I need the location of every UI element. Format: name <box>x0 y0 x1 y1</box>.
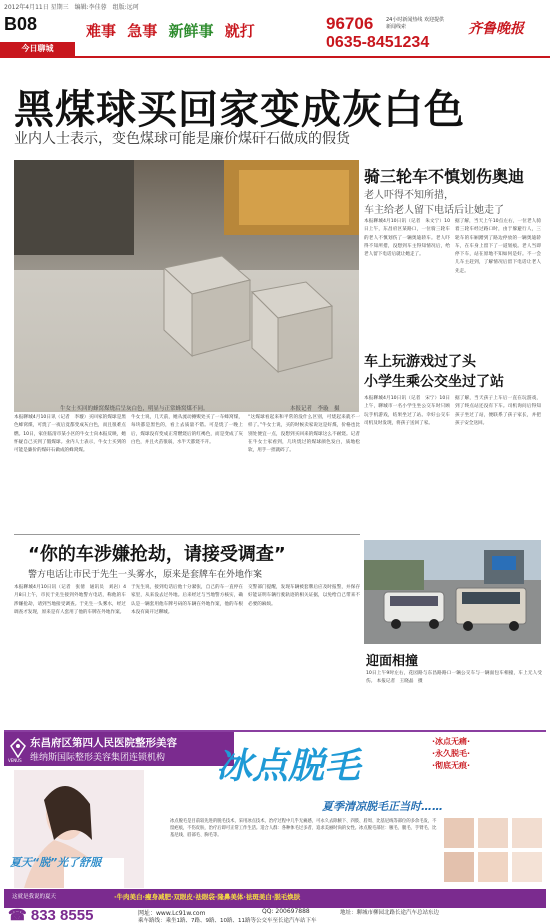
ad-phone: ☎ 833 8555 <box>8 907 94 924</box>
hotline-number-short: 96706 <box>326 14 374 33</box>
ad-feature: ·冰点无痛· <box>432 737 471 746</box>
article3-credit: 本报记者 王晓晶 摄 <box>376 679 423 685</box>
ad-banner: 夏天“脱”光了舒服 <box>10 856 102 869</box>
second-body-column: 交警部门提醒，发现车辆被套牌后应及时报警，并保存好能证明车辆行驶轨迹的相关证据，以免给自己带来不必要的麻烦。 <box>248 585 360 607</box>
ad-footer-label: 这就是我说的夏天 <box>12 894 57 900</box>
collision-photo <box>364 540 541 644</box>
ad-hospital-subtitle: 维纳斯国际整形美容集团连锁机构 <box>30 753 166 763</box>
hotline-number-long: 0635-8451234 <box>326 34 430 51</box>
article1-subtitle: 车主给老人留下电话后让她走了 <box>364 205 504 216</box>
coal-briquette-photo <box>14 160 359 412</box>
ad-service-list: ·牛肉美白·瘦身减肥·双眼皮·祛眼袋·隆鼻美体·祛斑美白·脱毛焕肤 <box>114 893 301 901</box>
article3-body <box>366 670 542 700</box>
article2-body-column: 据了解，当天孩子上车后一直在玩游戏，到了终点站还没有下车。司机询问后得知孩子坐过了站，便联系了孩子家长，并把孩子安全送回。 <box>455 396 541 426</box>
ad-website: 网址：www.Lc91w.com <box>138 910 206 917</box>
slogan-word: 急事 <box>127 22 158 40</box>
top-divider <box>0 56 550 58</box>
slogan-word: 难事 <box>86 22 117 40</box>
lead-body-column: 本报聊城4月10日讯（记者 李璇）买回家的煤球是黑色蜂窝煤，可烧了一夜后竟都变成灰白色，而且很难点燃。10日，家住临清市某小区的牛女士向本报反映，她怀疑自己买到了假煤球。业内人士表示，牛女士买到的可能是廉价的煤矸石做成的蜂窝煤。 <box>14 415 126 454</box>
section-label: 今日聊城 <box>0 42 75 56</box>
ad-feature: ·永久脱毛· <box>432 749 471 758</box>
ad-logo-text: VENUS <box>8 758 22 763</box>
lead-subhead: 业内人士表示，变色煤球可能是廉价煤矸石做成的假货 <box>14 131 350 147</box>
article1-body-column: 据了解，当天上午10点左右，一位老人骑着三轮车经过路口时，由于躲避行人，三轮车的车厢蹭到了路边停放的一辆奥迪轿车，在车身上留下了一道划痕。老人当即停下车，站在原地不知如何是好。不一会儿车主赶到，了解情况后留下电话让老人先走。 <box>455 219 541 274</box>
ad-feature: ·彻底无痕· <box>432 761 471 770</box>
second-headline: “你的车涉嫌抢劫，请接受调查” <box>28 544 286 565</box>
lead-body-column: “这煤球看起来和平常的没什么区别，可烧起来就不一样了。”牛女士说，买的时候卖家说这是好煤，价格也比别处便宜一点，没想到买回来的煤球这么不耐烧。记者在牛女士家看到，几块烧过的煤球颜色发白，质地松软，用手一捏就碎了。 <box>248 415 360 454</box>
lead-body-column: 牛女士说，几天前，她从流动摊贩处买了一车蜂窝煤，每块都是黑色的，看上去质量不错。可是烧了一晚上后，煤球没有变成正常燃烧后的红褐色，而是变成了灰白色，并且火苗很弱，水半天都烧不开。 <box>131 415 243 445</box>
venus-logo-icon <box>10 738 26 758</box>
hotline-note: 24小时新闻热线 欢迎提供新闻线索 <box>386 17 444 30</box>
ad-address: 地址：聊城市柳园北路长途汽车总站东边 <box>340 910 440 916</box>
second-body-column: 于先生说，接到电话后他十分紧张，自己的车一直停在家里，从来没去过外地。后来经过与当地警方核实，确认是一辆套用他车牌号码的车辆在外地作案，他的车根本没有离开过聊城。 <box>131 585 243 615</box>
paper-logo: 齐鲁晚报 <box>468 21 524 37</box>
contact-bar <box>0 908 550 924</box>
slogan-word: 新鲜事 <box>168 22 214 40</box>
ad-slogan: 夏季清凉脱毛正当时…… <box>322 800 443 813</box>
ad-qq: QQ: 200697888 <box>262 908 310 915</box>
article2-title: 小学生乘公交坐过了站 <box>364 374 504 390</box>
photo-credit: 本报记者 李璇 摄 <box>290 406 340 412</box>
ad-bus-route: 乘车路线：乘坐1路、7路、9路、10路、11路等公交车至长途汽车站下车 <box>138 918 317 924</box>
before-after-photos <box>444 818 542 882</box>
second-body-column: 本报聊城4月10日讯（记者 张倩 通讯员 刘岩）4月8日上午，市民于先生接到外地警方电话，称他的车涉嫌抢劫，请到当地接受调查。于先生一头雾水，经过调查才发现，原来是有人套用了他的车牌在外地作案。 <box>14 585 126 615</box>
ad-header <box>4 732 234 766</box>
article2-body-column: 本报聊城4月10日讯（记者 宋宁）10日上午，聊城市一名小学生坐公交车时只顾玩手机游戏，结果坐过了站。幸好公交车司机及时发现，将孩子送回了家。 <box>364 396 450 426</box>
second-subhead: 警方电话让市民于先生一头雾水，原来是套牌车在外地作案 <box>28 570 263 580</box>
page-number: B08 <box>4 14 38 34</box>
ad-brand: 冰点脱毛 <box>216 745 361 787</box>
ad-hospital-name: 东昌府区第四人民医院整形美容 <box>30 737 177 749</box>
lead-headline: 黑煤球买回家变成灰白色 <box>14 87 465 133</box>
issue-meta: 2012年4月11日 星期三 编辑:李佳蓉 组版:远珂 <box>4 4 139 11</box>
article2-title: 车上玩游戏过了头 <box>364 354 476 370</box>
hotline-box <box>326 14 446 54</box>
article1-body-column: 本报聊城4月10日讯（记者 朱文宁）10日上午，东昌府区某路口，一位骑三轮车的老人不慎划伤了一辆奥迪轿车。老人吓得不知所措，没想到车主得知情况后，给老人留下电话后就让她走了。 <box>364 219 450 258</box>
ad-copy: 冰点脱毛是目前较先进的脱毛技术，采用冰点技术，治疗过程中几乎无痛感，可永久去除腋下、四肢、唇周、比基尼线等部位的多余毛发，不留疤痕，不伤皮肤，治疗后即可正常工作生活。适合人群：各种体毛过多者、追求美丽时尚的女性。冰点脱毛部位：腋毛、腿毛、手臂毛、比基尼线、唇部毛、胸毛等。 <box>170 819 437 838</box>
article3-text: 10日上午9时左右，花园路与东昌路路口一辆公交车与一辆面包车相撞，车上无人受伤。 <box>366 671 542 685</box>
slogan-word: 就打 <box>224 22 255 40</box>
article3-title: 迎面相撞 <box>366 654 419 669</box>
section-divider <box>14 534 360 535</box>
clinic-advertisement <box>4 730 546 908</box>
hotline-slogan <box>86 20 261 41</box>
ad-features <box>432 736 470 772</box>
photo-caption: 牛女士买回的蜂窝煤烧后呈灰白色，明显与正常蜂窝煤不同。 <box>60 406 209 412</box>
article1-subtitle: 老人吓得不知所措， <box>364 190 454 201</box>
article1-title: 骑三轮车不慎划伤奥迪 <box>364 167 525 186</box>
